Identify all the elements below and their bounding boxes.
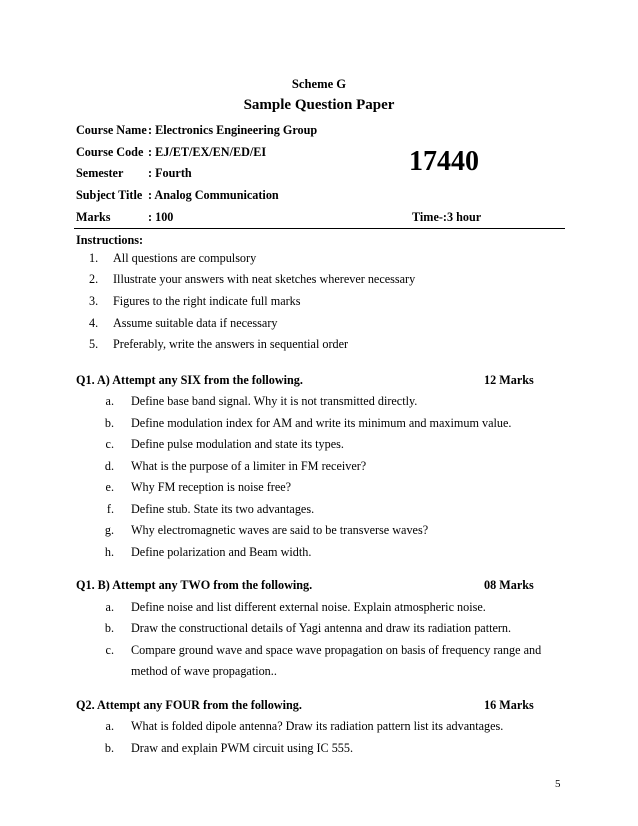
sub-question-text: Why electromagnetic waves are said to be transverse waves? — [131, 523, 429, 537]
sub-question-label: a. — [105, 719, 114, 733]
instruction-text: Preferably, write the answers in sequential order — [113, 337, 349, 351]
sub-question-text: Define pulse modulation and state its types. — [131, 437, 344, 451]
sub-question-label: a. — [105, 394, 114, 408]
sub-question-label: e. — [105, 480, 114, 494]
sub-question-text: What is folded dipole antenna? Draw its radiation pattern list its advantages. — [131, 719, 504, 733]
sub-question-label: a. — [105, 600, 114, 614]
subject-title-value: : Analog Communication — [148, 188, 279, 202]
sub-question-text: Define stub. State its two advantages. — [131, 502, 315, 516]
sub-question-text: Draw the constructional details of Yagi antenna and draw its radiation pattern. — [131, 621, 512, 635]
sub-question-text: What is the purpose of a limiter in FM receiver? — [131, 459, 367, 473]
sub-question-label: h. — [104, 545, 114, 559]
sub-question-text: Why FM reception is noise free? — [131, 480, 292, 494]
sub-question-label: f. — [106, 502, 114, 516]
sub-question-label: b. — [104, 741, 114, 755]
instruction-text: All questions are compulsory — [113, 251, 257, 265]
question-marks: 08 Marks — [484, 578, 534, 592]
instructions-heading: Instructions: — [76, 233, 144, 247]
sub-question-text: Define modulation index for AM and write its minimum and maximum value. — [131, 416, 512, 430]
question-heading: Q2. Attempt any FOUR from the following. — [76, 698, 302, 712]
sub-question-text: Compare ground wave and space wave propagation on basis of frequency range and — [131, 643, 542, 657]
instruction-text: Illustrate your answers with neat sketches wherever necessary — [113, 272, 416, 286]
instruction-text: Figures to the right indicate full marks — [113, 294, 301, 308]
course-name-label: Course Name — [76, 123, 147, 137]
marks-value: : 100 — [148, 210, 174, 224]
sub-question-label: c. — [105, 437, 114, 451]
course-code-label: Course Code — [76, 145, 144, 159]
instruction-number: 5. — [89, 337, 99, 351]
question-heading: Q1. A) Attempt any SIX from the following. — [76, 373, 303, 387]
sub-question-label: b. — [104, 416, 114, 430]
sub-question-text: Define polarization and Beam width. — [131, 545, 312, 559]
page-title: Sample Question Paper — [243, 97, 395, 113]
subject-title-label: Subject Title — [76, 188, 143, 202]
instruction-text: Assume suitable data if necessary — [113, 316, 278, 330]
header-divider — [74, 228, 565, 229]
sub-question-label: c. — [105, 643, 114, 657]
course-code-value: : EJ/ET/EX/EN/ED/EI — [148, 145, 267, 159]
sub-question-text: Define base band signal. Why it is not transmitted directly. — [131, 394, 418, 408]
sub-question-label: d. — [104, 459, 114, 473]
question-marks: 16 Marks — [484, 698, 534, 712]
sub-question-text-continued: method of wave propagation.. — [131, 664, 277, 678]
marks-label: Marks — [76, 210, 111, 224]
instruction-number: 4. — [89, 316, 99, 330]
instruction-number: 1. — [89, 251, 99, 265]
semester-label: Semester — [76, 166, 124, 180]
sub-question-text: Draw and explain PWM circuit using IC 555. — [131, 741, 354, 755]
sub-question-text: Define noise and list different external noise. Explain atmospheric noise. — [131, 600, 486, 614]
semester-value: : Fourth — [148, 166, 192, 180]
time-duration: Time-:3 hour — [412, 210, 482, 224]
instruction-number: 3. — [89, 294, 99, 308]
scheme-label: Scheme G — [291, 77, 347, 91]
instruction-number: 2. — [89, 272, 99, 286]
question-heading: Q1. B) Attempt any TWO from the following. — [76, 578, 313, 592]
course-name-value: : Electronics Engineering Group — [148, 123, 318, 137]
question-marks: 12 Marks — [484, 373, 534, 387]
sub-question-label: g. — [104, 523, 114, 537]
paper-code: 17440 — [409, 146, 479, 177]
page-number: 5 — [555, 778, 561, 790]
sub-question-label: b. — [104, 621, 114, 635]
